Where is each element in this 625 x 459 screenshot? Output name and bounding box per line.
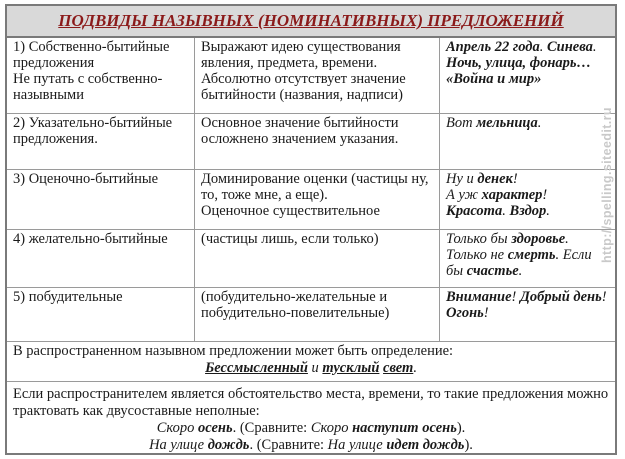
type-label: 5) побудительные	[13, 289, 123, 305]
note-example: На улице дождь. (Сравните: На улице идет дождь).	[149, 437, 473, 453]
example-cell	[440, 288, 615, 341]
example-cell	[440, 114, 615, 169]
example-line: Только не смерть. Если бы счастье.	[446, 247, 592, 279]
example-cell	[440, 230, 615, 287]
description-text: Выражают идею существования явления, предмета, времени.	[201, 39, 401, 71]
example-cell	[440, 38, 615, 113]
table-row	[7, 230, 615, 288]
description-cell	[195, 230, 440, 287]
table-title: ПОДВИДЫ НАЗЫВНЫХ (НОМИНАТИВНЫХ) ПРЕДЛОЖЕНИЙ	[7, 6, 615, 38]
description-text: (побудительно-желательные и побудительно-повелительные)	[201, 289, 390, 321]
type-note: Не путать с собственно-назывными	[13, 71, 163, 103]
definition-note	[7, 342, 615, 382]
note-example: Скоро осень. (Сравните: Скоро наступит осень).	[156, 420, 466, 436]
type-label: 1) Собственно-бытийные предложения	[13, 39, 170, 71]
note-example: Бессмысленный и тусклый свет.	[205, 360, 417, 376]
type-label: 4) желательно-бытийные	[13, 231, 168, 247]
type-cell	[7, 288, 195, 341]
example-line: Красота. Вздор.	[446, 203, 550, 219]
example-line: Вот мельница.	[446, 115, 542, 131]
example-line: Огонь!	[446, 305, 489, 321]
example-line: Ночь, улица, фонарь…	[446, 55, 592, 71]
description-text: Доминирование оценки (частицы ну, то, тоже мне, а еще).	[201, 171, 429, 203]
rules-table	[5, 4, 617, 455]
type-cell	[7, 114, 195, 169]
description-text: (частицы лишь, если только)	[201, 231, 379, 247]
example-line: Внимание! Добрый день!	[446, 289, 607, 305]
type-cell	[7, 170, 195, 229]
note-text: Если распространителем является обстоятельство места, времени, то такие предложения можно трактовать как двусоставные неполные:	[13, 386, 609, 419]
description-text: Основное значение бытийности осложнено значением указания.	[201, 115, 399, 147]
type-label: 2) Указательно-бытийные предложения.	[13, 115, 173, 147]
type-cell	[7, 230, 195, 287]
description-cell	[195, 38, 440, 113]
example-cell	[440, 170, 615, 229]
example-line: «Война и мир»	[446, 71, 542, 87]
note-text: В распространенном назывном предложении может быть определение:	[13, 343, 454, 359]
description-text: Абсолютно отсутствует значение бытийности (названия, надписи)	[201, 71, 406, 103]
description-cell	[195, 170, 440, 229]
table-row	[7, 114, 615, 170]
description-cell	[195, 288, 440, 341]
description-text: Оценочное существительное	[201, 203, 380, 219]
table-row	[7, 38, 615, 114]
site-watermark: http://spelling.siteedit.ru	[600, 107, 614, 263]
example-line: Только бы здоровье.	[446, 231, 569, 247]
type-cell	[7, 38, 195, 113]
description-cell	[195, 114, 440, 169]
table-row	[7, 288, 615, 342]
two-part-note	[7, 382, 615, 455]
type-label: 3) Оценочно-бытийные	[13, 171, 159, 187]
example-line: Апрель 22 года. Синева.	[446, 39, 597, 55]
example-line: А уж характер!	[446, 187, 548, 203]
table-row	[7, 170, 615, 230]
example-line: Ну и денек!	[446, 171, 518, 187]
